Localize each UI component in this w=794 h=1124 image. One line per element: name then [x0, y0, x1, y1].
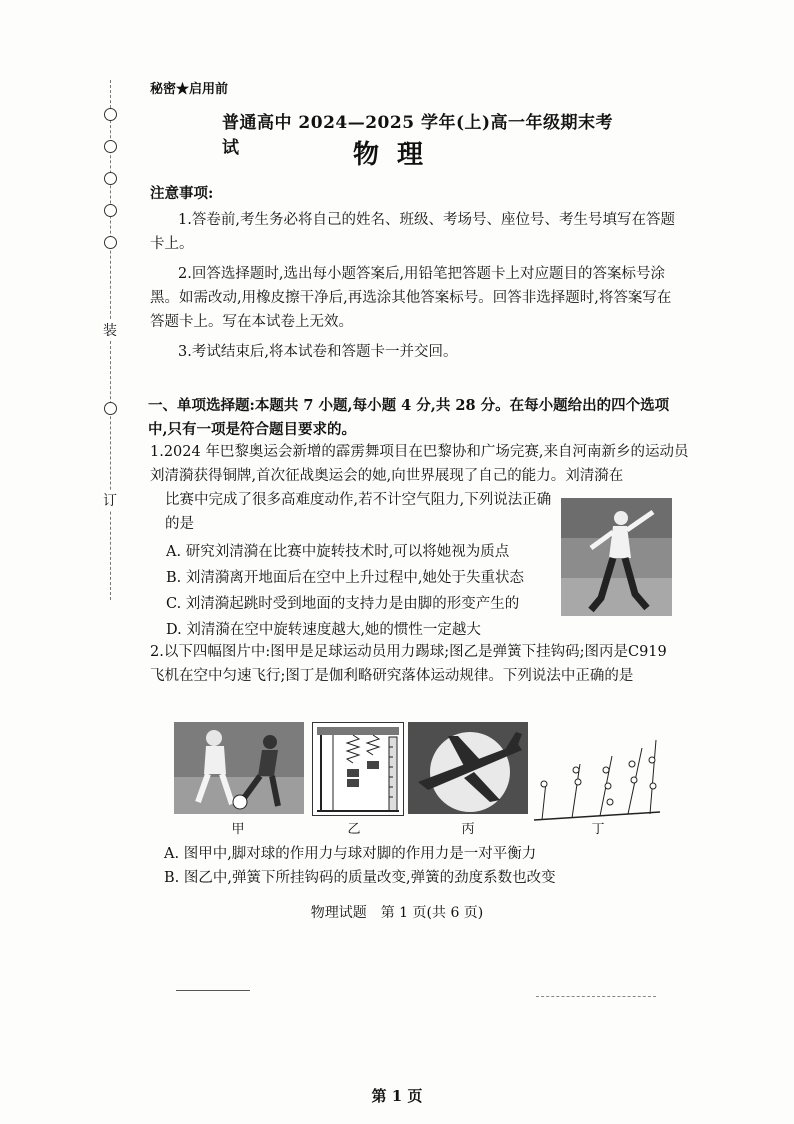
q1-option-a: A. 研究刘清漪在比赛中旋转技术时,可以将她视为质点 — [166, 544, 510, 560]
binding-hole — [104, 236, 117, 249]
athlete-photo — [561, 498, 672, 616]
figure-jia-football — [174, 722, 304, 814]
scan-artifact-line — [176, 990, 250, 991]
figure-label-jia: 甲 — [231, 822, 245, 837]
q1-option-c: C. 刘清漪起跳时受到地面的支持力是由脚的形变产生的 — [166, 596, 520, 612]
question-2-stem: 2.以下四幅图片中:图甲是足球运动员用力踢球;图乙是弹簧下挂钩码;图丙是C919 飞机在空中匀速飞行;图丁是伽利略研究落体运动规律。下列说法中正确的是 — [150, 644, 667, 684]
question-1-stem-a: 1.2024 年巴黎奥运会新增的霹雳舞项目在巴黎协和广场完赛,来自河南新乡的运动员刘清漪获得铜牌,首次征战奥运会的她,向世界展现了自己的能力。刘清漪在 — [150, 444, 689, 484]
binding-hole — [104, 172, 117, 185]
figure-label-bing: 丙 — [461, 822, 475, 837]
figure-yi-spring — [312, 722, 404, 816]
notes-heading: 注意事项: — [150, 185, 214, 202]
subject-title: 物理 — [352, 140, 441, 170]
q2-option-b: B. 图乙中,弹簧下所挂钩码的质量改变,弹簧的劲度系数也改变 — [164, 870, 556, 886]
binding-char-zhuang: 装 — [103, 320, 117, 340]
figure-label-ding: 丁 — [591, 822, 605, 837]
note-1: 1.答卷前,考生务必将自己的姓名、班级、考场号、座位号、考生号填写在答题卡上。 — [150, 212, 675, 252]
secret-mark: 秘密★启用前 — [150, 82, 229, 97]
figure-bing-airplane — [408, 722, 528, 814]
q2-option-a: A. 图甲中,脚对球的作用力与球对脚的作用力是一对平衡力 — [164, 846, 537, 862]
figure-ding-incline — [532, 740, 662, 822]
figure-label-yi: 乙 — [347, 822, 361, 837]
section-heading: 一、单项选择题:本题共 7 小题,每小题 4 分,共 28 分。在每小题给出的四个选项中,只有一项是符合题目要求的。 — [148, 397, 670, 438]
exam-title: 普通高中 2024—2025 学年(上)高一年级期末考试 — [222, 113, 614, 158]
note-3: 3.考试结束后,将本试卷和答题卡一并交回。 — [178, 344, 458, 360]
binding-hole — [104, 402, 117, 415]
q1-option-d: D. 刘清漪在空中旋转速度越大,她的惯性一定越大 — [166, 622, 481, 638]
page-number: 第 1 页 — [371, 1087, 423, 1105]
binding-hole — [104, 108, 117, 121]
binding-char-ding: 订 — [103, 490, 117, 510]
q1-option-b: B. 刘清漪离开地面后在空中上升过程中,她处于失重状态 — [166, 570, 524, 586]
note-2: 2.回答选择题时,选出每小题答案后,用铅笔把答题卡上对应题目的答案标号涂黑。如需改动,用橡皮擦干净后,再选涂其他答案标号。回答非选择题时,将答案写在答题卡上。写在本试卷上无效。 — [150, 266, 672, 330]
page-footer: 物理试题 第 1 页(共 6 页) — [310, 905, 484, 921]
binding-hole — [104, 204, 117, 217]
scan-artifact-line — [536, 996, 656, 997]
question-1-stem-b: 比赛中完成了很多高难度动作,若不计空气阻力,下列说法正确的是 — [165, 492, 552, 532]
